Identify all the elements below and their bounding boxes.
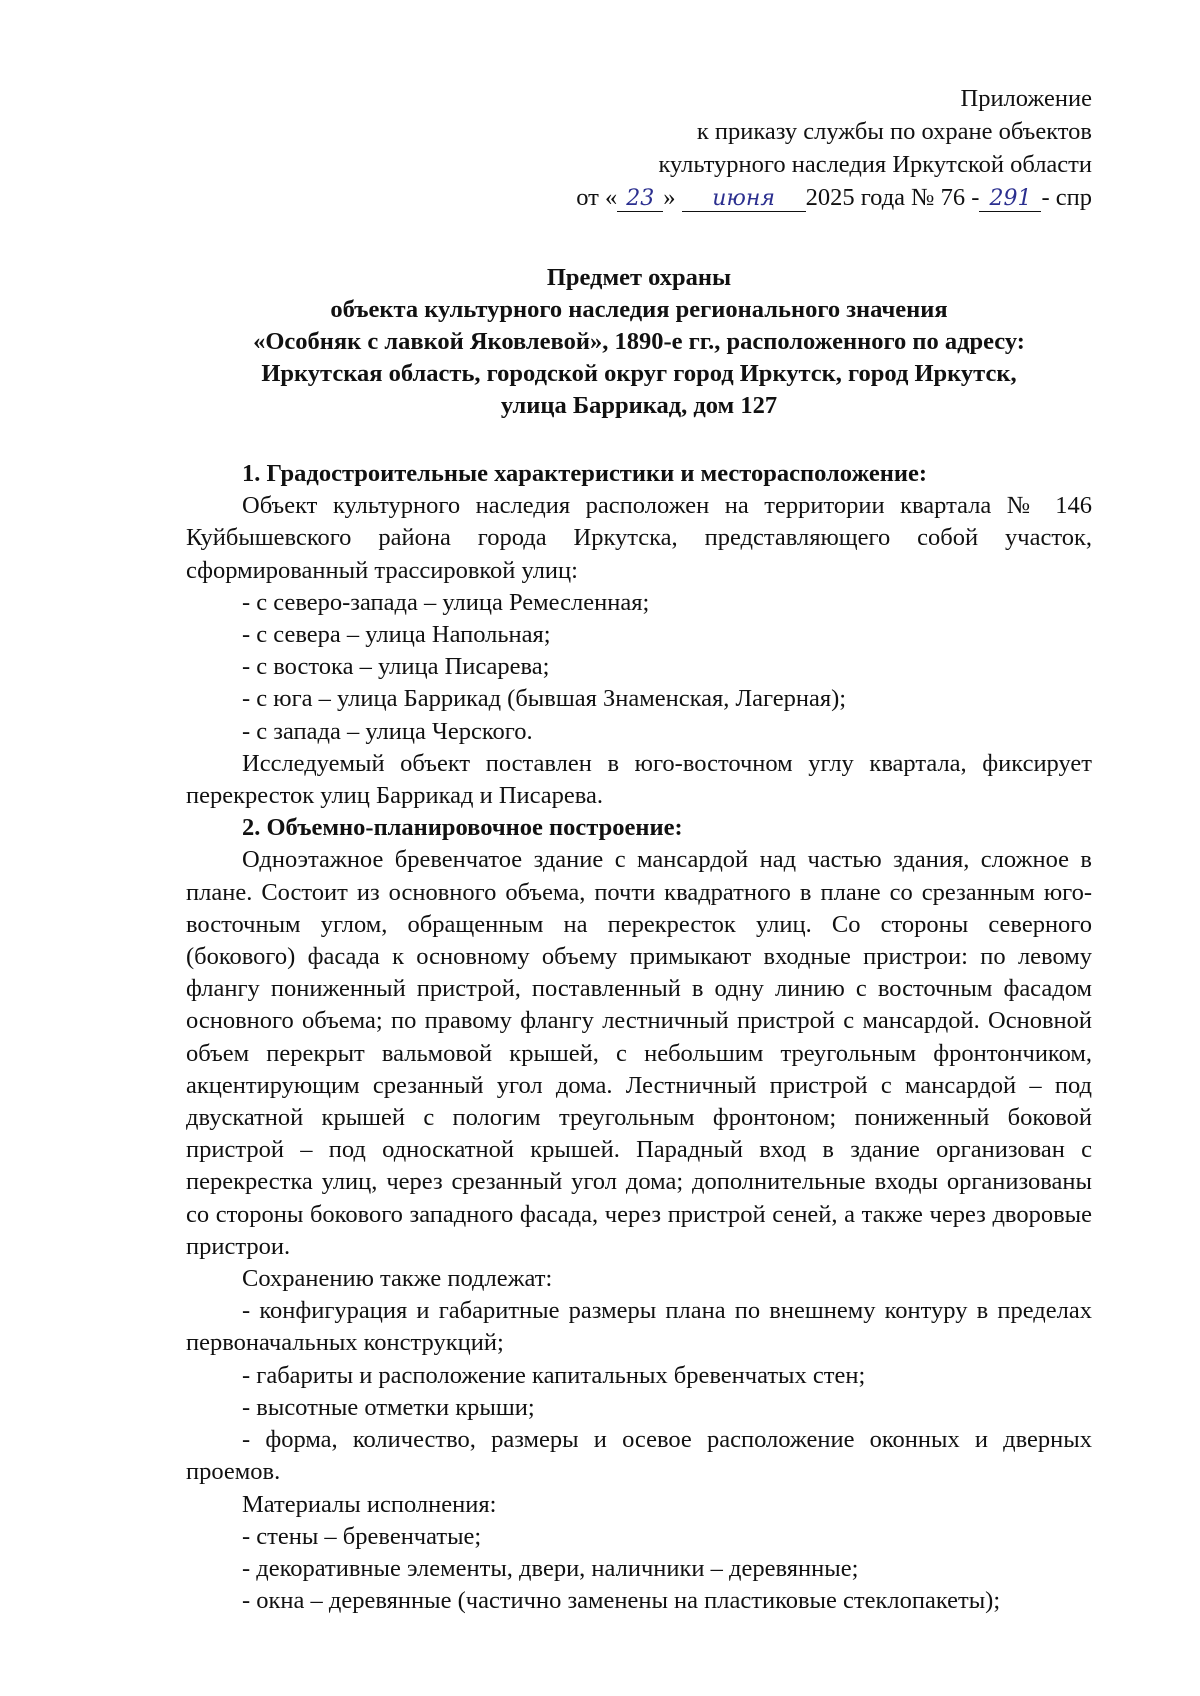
street-list-item: - с северо-запада – улица Ремесленная; — [242, 588, 650, 616]
materials-list-item: - стены – бревенчатые; — [242, 1522, 482, 1550]
materials-heading: Материалы исполнения: — [242, 1490, 497, 1518]
issuing-authority-line: культурного наследия Иркутской области — [658, 151, 1092, 178]
handwritten-day: 23 — [617, 187, 663, 212]
materials-list-item: - декоративные элементы, двери, наличники – деревянные; — [242, 1554, 859, 1582]
section-1-heading: 1. Градостроительные характеристики и месторасположение: — [242, 460, 928, 487]
document-title — [186, 262, 1092, 422]
appendix-header — [186, 82, 1092, 214]
preserve-list-item: - конфигурация и габаритные размеры плана по внешнему контуру в пределах первоначальных конструкций; — [186, 1297, 1092, 1357]
title-line-3: «Особняк с лавкой Яковлевой», 1890-е гг., расположенного по адресу: — [253, 328, 1025, 355]
order-prefix: от « — [576, 184, 618, 211]
section-1-conclusion: Исследуемый объект поставлен в юго-восточном углу квартала, фиксирует перекресток улиц Баррикад и Писарева. — [186, 749, 1092, 810]
handwritten-order-number: 291 — [979, 187, 1041, 212]
materials-list-item: - окна – деревянные (частично заменены на пластиковые стеклопакеты); — [242, 1587, 1001, 1615]
title-line-2: объекта культурного наследия регионального значения — [330, 296, 948, 323]
handwritten-month: июня — [682, 187, 806, 212]
title-line-5: улица Баррикад, дом 127 — [500, 392, 778, 419]
title-line-1: Предмет охраны — [546, 264, 732, 291]
street-list-item: - с востока – улица Писарева; — [242, 653, 550, 681]
order-reference-line: к приказу службы по охране объектов — [696, 118, 1092, 145]
section-2-description: Одноэтажное бревенчатое здание с мансардой над частью здания, сложное в плане. Состоит из основного объема, почти квадратного в плане со срезанным юго-восточным углом, обращенным на перекресток улиц. Со стороны северного (бокового) фасада к основному объему примыкают входные пристрои: по левому флангу пониженный пристрой, поставленный в одну линию с восточным фасадом основного объема; по правому флангу лестничный пристрой с мансардой. Основной объем перекрыт вальмовой крышей, с небольшим треугольным фронтончиком, акцентирующим срезанный угол дома. Лестничный пристрой с мансардой – под двускатной крышей с пологим треугольным фронтоном; пониженный боковой пристрой – под односкатной крышей. Парадный вход в здание организован с перекрестка улиц, через срезанный угол дома; дополнительные входы организованы со стороны бокового западного фасада, через пристрой сеней, а также через дворовые пристрои. — [186, 846, 1092, 1260]
preserve-list-item: - форма, количество, размеры и осевое расположение оконных и дверных проемов. — [186, 1426, 1092, 1486]
street-list-item: - с севера – улица Напольная; — [242, 621, 551, 649]
title-line-4: Иркутская область, городской округ город Иркутск, город Иркутск, — [261, 360, 1017, 387]
street-list-item: - с юга – улица Баррикад (бывшая Знаменская, Лагерная); — [242, 685, 847, 713]
preserve-list-item: - габариты и расположение капитальных бревенчатых стен; — [242, 1361, 866, 1389]
section-2-heading: 2. Объемно-планировочное построение: — [242, 814, 683, 842]
order-year-number: 2025 года № 76 - — [805, 184, 980, 211]
order-date-number-line — [186, 181, 1092, 214]
order-suffix: - спр — [1041, 184, 1092, 211]
preserve-list-item: - высотные отметки крыши; — [242, 1393, 535, 1421]
document-body — [186, 458, 1092, 1617]
street-list-item: - с запада – улица Черского. — [242, 717, 533, 745]
section-1-intro: Объект культурного наследия расположен на территории квартала № 146 Куйбышевского района города Иркутска, представляющего собой участок, сформированный трассировкой улиц: — [186, 492, 1092, 584]
preserve-heading: Сохранению также подлежат: — [242, 1265, 553, 1293]
order-quote-close: » — [663, 184, 676, 211]
appendix-label: Приложение — [960, 85, 1092, 112]
